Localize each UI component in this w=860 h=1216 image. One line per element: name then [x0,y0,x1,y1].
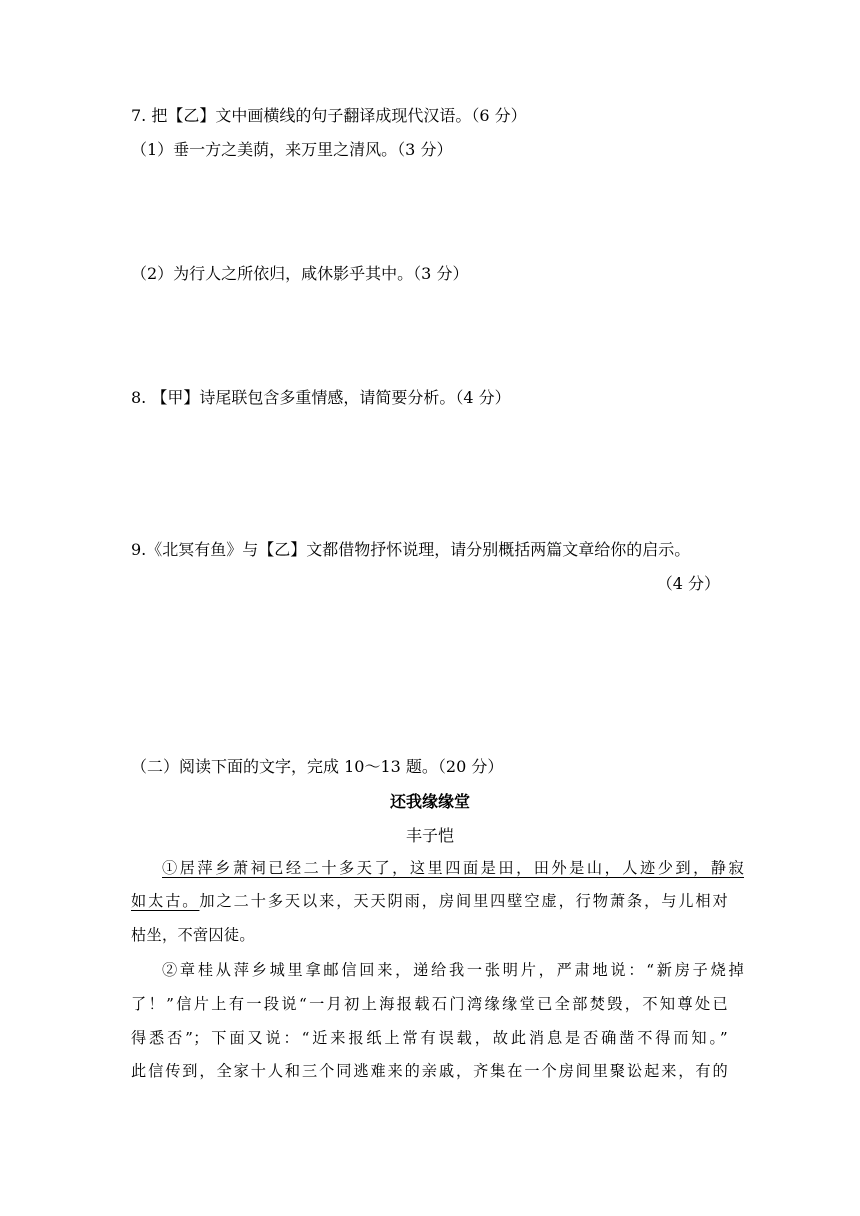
underlined-sentence-end: 如太古。 [131,892,200,910]
q7-subquestion-1: （1）垂一方之美荫，来万里之清风。（3 分） [131,140,453,159]
paragraph-1-line-2-rest: 加之二十多天以来，天天阴雨，房间里四壁空虚，行物萧条，与儿相对 [199,892,728,910]
section-header: （二）阅读下面的文字，完成 10～13 题。（20 分） [131,757,504,776]
q7-subquestion-2: （2）为行人之所依归，咸休影乎其中。（3 分） [131,264,469,283]
q7-prompt: 7. 把【乙】文中画横线的句子翻译成现代汉语。（6 分） [131,106,527,125]
paragraph-1-line-1 [162,858,744,878]
q8-prompt: 8. 【甲】诗尾联包含多重情感，请简要分析。（4 分） [131,388,511,407]
q9-points: （4 分） [656,574,720,593]
paragraph-2-line-2: 了！”信片上有一段说“一月初上海报载石门湾缘缘堂已全部焚毁，不知尊处已 [131,995,728,1013]
article-author: 丰子恺 [405,826,454,845]
paragraph-2-line-3: 得悉否”；下面又说：“近来报纸上常有误载，故此消息是否确凿不得而知。” [131,1029,728,1047]
underlined-sentence: ①居萍乡萧祠已经二十多天了，这里四面是田，田外是山，人迹少到，静寂 [162,859,744,877]
paragraph-2-line-1: ②章桂从萍乡城里拿邮信回来，递给我一张明片，严肃地说：“新房子烧掉 [162,961,744,979]
paragraph-1-line-2 [131,891,728,911]
paragraph-1-line-3: 枯坐，不啻囚徒。 [131,926,255,944]
article-title: 还我缘缘堂 [389,792,470,811]
paragraph-2-line-4: 此信传到，全家十人和三个同逃难来的亲戚，齐集在一个房间里聚讼起来，有的 [131,1062,728,1080]
q9-prompt: 9.《北冥有鱼》与【乙】文都借物抒怀说理，请分别概括两篇文章给你的启示。 [131,540,691,559]
